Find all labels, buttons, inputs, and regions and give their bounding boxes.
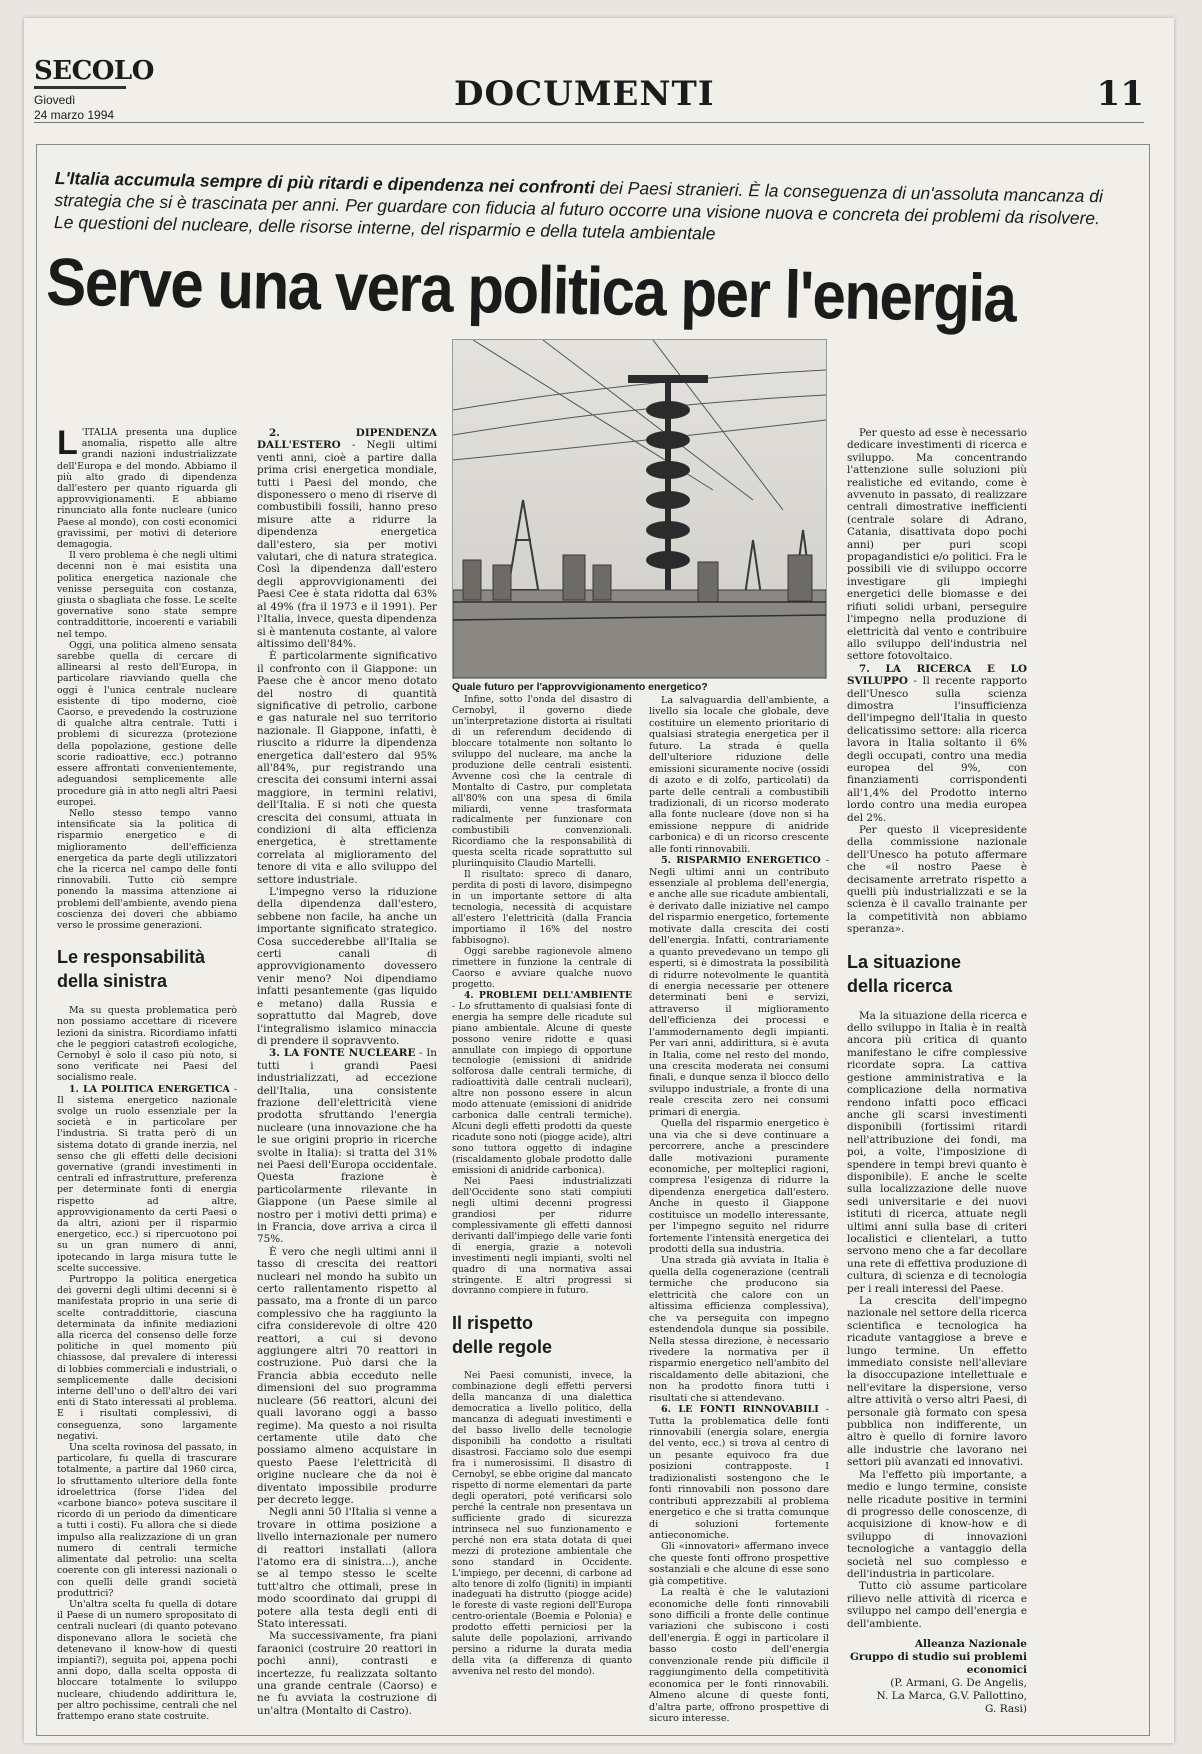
drop-cap: L bbox=[57, 424, 78, 462]
paragraph: Per questo il vicepresidente della commissione nazionale dell'Unesco ha potuto affermare che «il nostro Paese è decisamente arretrato rispetto a quelli più industrializzati e se la scienza è il cavallo trainante per la competitività non abbiamo speranza». bbox=[847, 824, 1027, 936]
paragraph bbox=[452, 991, 632, 1177]
paragraph: Nei Paesi industrializzati dell'Occidente sono stati compiuti negli ultimi decenni progressi grandiosi per ridurre complessivamente gli effetti dannosi derivanti dall'impiego delle varie fonti di energia, grazie a notevoli investimenti negli impianti, svolti nel quadro di una normativa assai stringente. E altri progressi si dovranno compiere in futuro. bbox=[452, 1175, 632, 1297]
paragraph: L'impegno verso la riduzione della dipendenza dall'estero, sebbene non facile, ha anche un importante significato strategico. Cosa succederebbe all'Italia se certi canali di approvvigionamento dovessero venir meno? Noi dipendiamo infatti pesantemente (gas liquido e metano) dalla Russia e soprattutto dal Magreb, dove l'integralismo islamico minaccia di prendere il sopravvento. bbox=[257, 886, 437, 1047]
paragraph bbox=[257, 427, 437, 650]
paragraph-text: - Il sistema energetico nazionale svolge un ruolo essenziale per la società e in particolare per l'industria. Si tratta però di un sistema dotato di grande inerzia, nel senso che gli effetti delle decisioni governative (grandi investimenti in centrali ed infrastrutture, preferenza per determinate fonti di energia rispetto ad altre, approvvigionamento da certi Paesi o da altri, azioni per il risparmio energetico, ecc.) si ripercuotono poi su un gran numero di anni, ipotecando in larga misura tutte le scelte successive. bbox=[57, 1083, 237, 1274]
section-heading: 6. LE FONTI RINNOVABILI bbox=[661, 1404, 819, 1416]
paragraph: Un'altra scelta fu quella di dotare il Paese di un numero spropositato di centrali nucleari (di quanto potevano disponevano allora le società che detenevano il know-how di questi impianti?), seguita poi, appena pochi anni dopo, dalla scelta opposta di bloccare totalmente lo sviluppo nucleare, chiudendo addirittura le, per altro pochissime, centrali che nel frattempo erano state costruite. bbox=[57, 1598, 237, 1722]
paragraph: Purtroppo la politica energetica dei governi degli ultimi decenni si è manifestata proprio in una serie di scelte contraddittorie, ciascuna determinata da infinite mediazioni alla ricerca del consenso delle forze politiche in quel momento più chiassose, dal prevalere di interessi di lobbies commerciali e industriali, o semplicemente dalle decisioni interne dell'uno o dell'altro dei vari enti di Stato interessati al problema. E i risultati complessivi, di conseguenza, sono largamente negativi. bbox=[57, 1274, 237, 1442]
paragraph bbox=[57, 1084, 237, 1274]
paragraph: Ma l'effetto più importante, a medio e lungo termine, consiste nelle ricadute positive in termini di progresso delle conoscenze, di acquisizione di know-how e di sviluppo di innovazioni tecnologiche a vantaggio della società nel suo complesso e dell'industria in particolare. bbox=[847, 1468, 1027, 1580]
subheading-regole bbox=[452, 1311, 632, 1359]
paragraph-text: - Lo sfruttamento di qualsiasi fonte di energia ha sempre delle ricadute sul piano ambientale. Alcune di queste possono venire ridotte e quasi annullate con impiego di opportune tecnologie (emissioni di anidride solforosa dalle centrali termiche, di radioattività dalle centrali nucleari), altre non possono essere in alcun modo attenuate (emissioni di anidride carbonica dalle centrali termiche). Alcuni degli effetti prodotti da queste ricadute sono noti (piogge acide), altri sono tuttora oggetto di indagine (riscaldamento globale prodotto dalle emissioni di anidride carbonica). bbox=[452, 1000, 632, 1176]
photo-caption: Quale futuro per l'approvvigionamento energetico? bbox=[452, 681, 708, 693]
paragraph: Nello stesso tempo vanno intensificate sia la politica di risparmio energetico e di miglioramento dell'efficienza energetica da parte degli utilizzatori che la ricerca nel campo delle fonti rinnovabili. Tutto ciò sempre ponendo la massima attenzione ai problemi dell'ambiente, avendo piena coscienza dei doveri che abbiamo verso le prossime generazioni. bbox=[57, 807, 237, 931]
article-signature bbox=[847, 1638, 1027, 1716]
paragraph bbox=[847, 663, 1027, 824]
paragraph: Il vero problema è che negli ultimi decenni non è mai esistita una politica energetica nazionale che venisse perseguita con costanza, giusta o sbagliata che fosse. Le scelte governative sono state sempre contraddittorie, incoerenti e variabili nel tempo. bbox=[57, 550, 237, 640]
paragraph-text: - Tutta la problematica delle fonti rinnovabili (energia solare, energia del vento, ecc.) si trova al centro di un pesante equivoco fra due posizioni contrapposte. I tradizionalisti sostengono che le fonti rinnovabili non possono dare contributi apprezzabili al problema energetico e che si tratta comunque di soluzioni fortemente antieconomiche. bbox=[649, 1404, 829, 1541]
masthead-rule bbox=[34, 122, 1144, 123]
subheading-line: delle regole bbox=[452, 1337, 553, 1358]
column-1 bbox=[57, 424, 237, 1722]
signature-names: G. Rasi) bbox=[985, 1702, 1027, 1715]
paragraph: Infine, sotto l'onda del disastro di Cernobyl, il governo diede un'interpretazione distorta ai risultati di un referendum decidendo di bloccare totalmente non soltanto lo sviluppo del nucleare, ma anche la produzione delle centrali esistenti. Avvenne così che la centrale di Montalto di Castro, pur completata all'80% con una spesa di 6mila miliardi, venne trasformata radicalmente per funzionare con combustibili convenzionali. Ricordiamo che la responsabilità di questa scelta ricade soprattutto sul pluriinquisito Claudio Martelli. bbox=[452, 694, 632, 870]
paragraph: Ma su questa problematica però non possiamo accettare di ricevere lezioni da sinistra. Ricordiamo infatti che le peggiori catastrofi ecologiche, Cernobyl è solo il caso più noto, si sono verificate nei Paesi del socialismo reale. bbox=[57, 1005, 237, 1084]
paragraph: Nei Paesi comunisti, invece, la combinazione degli effetti perversi della mancanza di una dialettica democratica a livello politico, della mancanza di adeguati investimenti e del basso livello delle tecnologie disponibili ha condotto a risultati disastrosi. Facciamo solo due esempi fra i numerosissimi. Il disastro di Cernobyl, se ebbe origine dal mancato rispetto di norme elementari da parte degli operatori, poté verificarsi solo perché la centrale non presentava un sufficiente grado di sicurezza intrinseca nel suo funzionamento e perché non era stata dotata di quei mezzi di protezione ambientale che sono standard in Occidente. L'impiego, per decenni, di carbone ad alto tenore di zolfo (ligniti) in impianti inadeguati ha distrutto (piogge acide) le foreste di vaste regioni dell'Europa centro-orientale (Boemia e Polonia) e prodotto effetti perniciosi per la salute delle popolazioni, arrivando persino a ridurne la durata media della vita (a differenza di quanto avveniva nel resto del mondo). bbox=[452, 1370, 632, 1678]
paragraph-text: - Negli ultimi venti anni, cioè a partire dalla prima crisi energetica mondiale, tutti i Paesi del mondo, che disponessero o meno di riserve di combustibili fossili, hanno preso misure atte a ridurre la dipendenza energetica dall'estero, sia per motivi valutari, che di natura strategica. Così la dipendenza dall'estero degli approvvigionamenti dei Paesi Cee è stata ridotta dal 63% al 49% (fra il 1973 e il 1991). Per l'Italia, invece, questa dipendenza si è mantenuta costante, al valore altissimo dell'84%. bbox=[257, 439, 437, 650]
paragraph: Il risultato: spreco di danaro, perdita di posti di lavoro, disimpegno in un importante settore di alta tecnologia, necessità di acquistare all'estero l'elettricità (dalla Francia importiamo il 16% del nostro fabbisogno). bbox=[452, 869, 632, 946]
section-title: DOCUMENTI bbox=[454, 74, 715, 114]
issue-day: Giovedì bbox=[34, 93, 76, 107]
paragraph-text: - Il recente rapporto dell'Unesco sulla scienza dimostra l'insufficienza dell'impegno dell'Italia in questo delicatissimo settore: alla ricerca lavora in Italia soltanto il 6% degli occupati, contro una media europea del 9%, con finanziamenti corrispondenti all'1,4% del Prodotto interno lordo contro una media europea del 2%. bbox=[847, 675, 1027, 824]
paragraph: Una scelta rovinosa del passato, in particolare, fu quella di trascurare totalmente, a partire dal 1960 circa, lo sfruttamento ulteriore della fonte idroelettrica (forse l'idea del «carbone bianco» poteva suscitare il ricordo di un periodo da dimenticare a tutti i costi). Fu allora che si diede impulso alla realizzazione di un gran numero di centrali termiche alimentate dal petrolio: una scelta coerente con gli interessi nazionali o con quelli delle grandi società produttrici? bbox=[57, 1442, 237, 1599]
paragraph: È vero che negli ultimi anni il tasso di crescita dei reattori nucleari nel mondo ha subìto un certo rallentamento rispetto al passato, ma a fronte di un parco complessivo che ha raggiunto la cifra considerevole di oltre 420 reattori, a cui si devono aggiungere altri 70 reattori in costruzione. Può darsi che la Francia abbia ecceduto nelle dimensioni del suo programma nucleare (56 reattori, alcuni dei quali lavorano oggi a basso regime). Ma questo a noi risulta certamente utile dato che possiamo almeno acquistare in questo Paese l'elettricità di origine nucleare che da noi è diventato impossibile produrre per decreto legge. bbox=[257, 1245, 437, 1506]
subheading-line: Le responsabilità bbox=[57, 947, 206, 968]
paragraph: È particolarmente significativo il confronto con il Giappone: un Paese che è ancor meno dotato del nostro di quantità significative di petrolio, carbone e gas naturale nel suo territorio nazionale. Il Giappone, infatti, è riuscito a ridurre la dipendenza energetica dall'estero dal 95% all'84%, pur registrando una crescita dei consumi interni assai maggiore, in termini relativi, dell'Italia. E si noti che questa crescita dei consumi, attuata in condizioni di alta efficienza energetica, è strettamente correlata al miglioramento del tenore di vita e allo sviluppo del settore industriale. bbox=[257, 650, 437, 886]
section-heading: 2. DIPENDENZA DALL'ESTERO bbox=[257, 427, 437, 452]
paragraph: Ma la situazione della ricerca e dello sviluppo in Italia è in realtà ancora più critica di quanto manifestano le cifre complessive ricordate sopra. La cattiva gestione amministrativa e la complicazione della normativa rendono infatti poco efficaci anche gli scarsi investimenti disponibili (fortissimi ritardi nell'attribuzione dei fondi, ma poi, a volte, l'imposizione di spendere in tempi brevi quanto è disponibile). E anche le scelte sulla localizzazione delle nuove sedi universitarie e dei nuovi istituti di ricerca, attuate negli ultimi anni sulla base di criteri localistici e clientelari, a tutto servono meno che a far decollare una rete di effettiva produzione di cultura, di scienza e di tecnologia per i reali interessi del Paese. bbox=[847, 1009, 1028, 1295]
paragraph bbox=[57, 424, 237, 551]
paragraph: Quella del risparmio energetico è una via che si deve continuare a percorrere, anche a prescindere dalle motivazioni puramente economiche, per molteplici ragioni, compresa l'esigenza di ridurre la dipendenza energetica dall'estero. Anche in questo il Giappone costituisce un modello interessante, per l'impegno seguito nel ridurre fortemente l'intensità energetica dei prodotti della sua industria. bbox=[649, 1118, 829, 1255]
column-4 bbox=[649, 695, 829, 1724]
logo-rule bbox=[34, 86, 126, 89]
page-number: 11 bbox=[1096, 74, 1144, 114]
signature-names: N. La Marca, G.V. Pallottino, bbox=[876, 1689, 1027, 1702]
subheading-line: della sinistra bbox=[57, 971, 168, 992]
article-photo bbox=[452, 339, 827, 679]
paragraph: Ma successivamente, fra piani faraonici (costruire 20 reattori in pochi anni), contrasti e incertezze, fu realizzata soltanto una grande centrale (Caorso) e ne fu avviata la costruzione di un'altra (Montalto di Castro). bbox=[257, 1630, 437, 1717]
section-heading: 5. RISPARMIO ENERGETICO bbox=[661, 855, 821, 867]
section-heading: 3. LA FONTE NUCLEARE bbox=[269, 1047, 416, 1060]
paragraph: Negli anni 50 l'Italia si venne a trovare in ottima posizione a livello internazionale per numero di reattori installati (allora l'atomo era di sinistra...), anche se al tempo stesso le scelte tutt'altro che ottimali, prese in modo scoordinato dai gruppi di potere alla testa degli enti di Stato interessati. bbox=[257, 1506, 437, 1630]
signature-group: Gruppo di studio sui problemi economici bbox=[849, 1650, 1027, 1676]
paragraph bbox=[649, 1404, 829, 1541]
masthead bbox=[34, 38, 1144, 122]
paragraph: Tutto ciò assume particolare rilievo nelle attività di ricerca e sviluppo nel campo dell'energia e dell'ambiente. bbox=[847, 1580, 1027, 1630]
subheading-line: La situazione bbox=[847, 951, 962, 972]
signature-organization: Alleanza Nazionale bbox=[914, 1637, 1027, 1650]
subheading-line: della ricerca bbox=[847, 975, 953, 996]
paragraph: Oggi, una politica almeno sensata sarebbe quella di cercare di allinearsi al resto dell'Europa, in particolare riavviando quella che oggi è l'unica centrale nucleare esistente di tipo moderno, cioè Caorso, e prevedendo la costruzione di qualche altra centrale. Tutti i problemi di sicurezza (protezione della popolazione, gestione delle scorie radioattive, ecc.) potranno essere affrontati convenientemente, adeguandosi semplicemente alle procedure già in atto negli altri Paesi europei. bbox=[57, 639, 237, 808]
paragraph: Gli «innovatori» affermano invece che queste fonti offrono prospettive sostanziali e che alcune di esse sono già competitive. bbox=[649, 1541, 829, 1587]
article bbox=[36, 144, 1150, 1736]
paragraph: Per questo ad esse è necessario dedicare investimenti di ricerca e sviluppo. Ma concentrando l'attenzione sulle soluzioni più realistiche ed evitando, come è avvenuto in passato, di realizzare centrali dimostrative inefficienti (centrale solare di Adrano, Catania, disattivata dopo pochi anni) per puri scopi propagandistici e/o politici. Fra le possibili vie di sviluppo occorre investigare gli impieghi energetici delle biomasse e dei rifiuti solidi urbani, perseguire l'impegno nella produzione di elettricità dal vento e contribuire allo sviluppo dell'industria nel settore fotovoltaico. bbox=[847, 427, 1027, 663]
issue-date: 24 marzo 1994 bbox=[34, 108, 115, 122]
paragraph: Oggi sarebbe ragionevole almeno rimettere in funzione la centrale di Caorso e avviare qualche nuovo progetto. bbox=[452, 945, 632, 990]
section-heading: 4. PROBLEMI DELL'AMBIENTE bbox=[464, 989, 632, 1001]
paragraph: La salvaguardia dell'ambiente, a livello sia locale che globale, deve costituire un elemento prioritario di qualsiasi strategia energetica per il futuro. La strada è quella dell'ulteriore riduzione delle emissioni sicuramente nocive (ossidi di azoto e di zolfo, particolati) da parte delle centrali a combustibili tradizionali, di un ricorso moderato alla fonte nucleare (dove non si ha emissione neppure di anidride carbonica) e di un ricorso crescente alle fonti rinnovabili. bbox=[649, 695, 829, 855]
subheading-sinistra bbox=[57, 945, 237, 993]
article-kicker bbox=[54, 167, 1125, 252]
power-substation-image bbox=[453, 340, 826, 678]
paragraph: La realtà è che le valutazioni economiche delle fonti rinnovabili sono difficili a fronte delle continue variazioni che subiscono i costi dell'energia. È oggi in particolare il basso costo dell'energia convenzionale rende più difficile il raggiungimento della competitività economica per le fonti rinnovabili. Almeno alcune di queste fonti, d'altra parte, offrono prospettive di sicuro interesse. bbox=[649, 1587, 829, 1724]
paragraph-text: 'ITALIA presenta una duplice anomalia, rispetto alle altre grandi nazioni industrializzate dell'Europa e del mondo. Abbiamo il più alto grado di dipendenza dall'estero per quanto riguarda gli approvvigionamenti. E abbiamo rinunciato alla fonte nucleare (unico Paese al mondo), con costi economici gravissimi, per motivi di deteriore demagogia. bbox=[57, 427, 237, 551]
paragraph bbox=[649, 855, 829, 1118]
section-heading: 7. LA RICERCA E LO SVILUPPO bbox=[847, 662, 1027, 688]
kicker-lead: L'Italia accumula sempre di più ritardi e dipendenza nei confronti bbox=[54, 167, 595, 198]
subheading-ricerca bbox=[847, 950, 1027, 998]
newspaper-page bbox=[24, 18, 1174, 1743]
paragraph: La crescita dell'impegno nazionale nel settore della ricerca scientifica e tecnologica ha ricadute vantaggiose a breve e lungo termine. Un effetto immediato consiste nell'alleviare la disoccupazione intellettuale e nell'evitare la dispersione, verso altre attività o verso altri Paesi, di personale già formato con spesa pubblica non indifferente, un altro è quello di fornire lavoro alle industrie che lavorano nei settori più avanzati ed innovativi. bbox=[847, 1295, 1027, 1469]
article-headline: Serve una vera politica per l'energia bbox=[45, 244, 1017, 337]
column-5 bbox=[847, 427, 1027, 1716]
column-3 bbox=[452, 695, 632, 1678]
section-heading: 1. LA POLITICA ENERGETICA bbox=[69, 1083, 230, 1095]
paragraph-text: - Negli ultimi anni un contributo essenziale al problema dell'energia, e anche alle sue ricadute ambientali, è derivato dalle iniziative nel campo del risparmio energetico, fortemente motivate dalla crescita dei costi dell'energia. Infatti, contrariamente a quanto prevedevano un tempo gli esperti, si è dimostrata la possibilità di ridurre notevolmente le quantità di energia necessarie per ottenere determinati beni e servizi, attraverso il miglioramento dell'efficienza dei processi e l'ammodernamento degli impianti. Per vari anni, addirittura, si è avuta in Italia, come nel resto del mondo, una crescita moderata nei consumi finali, e dunque senza il blocco dello sviluppo industriale, a fronte di una reale crescita zero nei consumi primari di energia. bbox=[649, 855, 829, 1118]
kicker-rest: dei Paesi stranieri. È la conseguenza di un'assoluta mancanza di strategia che si è trascinata per anni. Per guardare con fiducia al futuro occorre una visione nuova e concreta dei problemi da risolvere. Le questioni del nucleare, delle risorse interne, del risparmio e della tutela ambientale bbox=[53, 177, 1104, 244]
newspaper-logo: SECOLO bbox=[34, 56, 154, 86]
subheading-line: Il rispetto bbox=[452, 1313, 534, 1334]
paragraph bbox=[257, 1047, 437, 1246]
signature-names: (P. Armani, G. De Angelis, bbox=[890, 1676, 1027, 1689]
paragraph-text: - In tutti i grandi Paesi industrializzati, ad eccezione dell'Italia, una consistente frazione dell'elettricità viene prodotta sfruttando l'energia nucleare (una innovazione che ha le sue origini proprio in ricerche svolte in Italia): si tratta del 31% nei Paesi dell'Europa occidentale. Questa frazione è particolarmente rilevante in Giappone (un Paese simile al nostro per i motivi detti prima) e in Francia, dove arriva a circa il 75%. bbox=[257, 1047, 437, 1246]
paragraph: Una strada già avviata in Italia è quella della cogenerazione (centrali termiche che producono sia elettricità che calore con un altissima efficienza complessiva), che va perseguita con impegno estendendola dunque sia possibile. Nella stessa direzione, è necessario rivedere la normativa per il risparmio energetico nell'ambito del riscaldamento delle abitazioni, che non ha prodotto finora tutti i risultati che si attendevano. bbox=[649, 1255, 829, 1404]
column-2 bbox=[257, 427, 437, 1717]
